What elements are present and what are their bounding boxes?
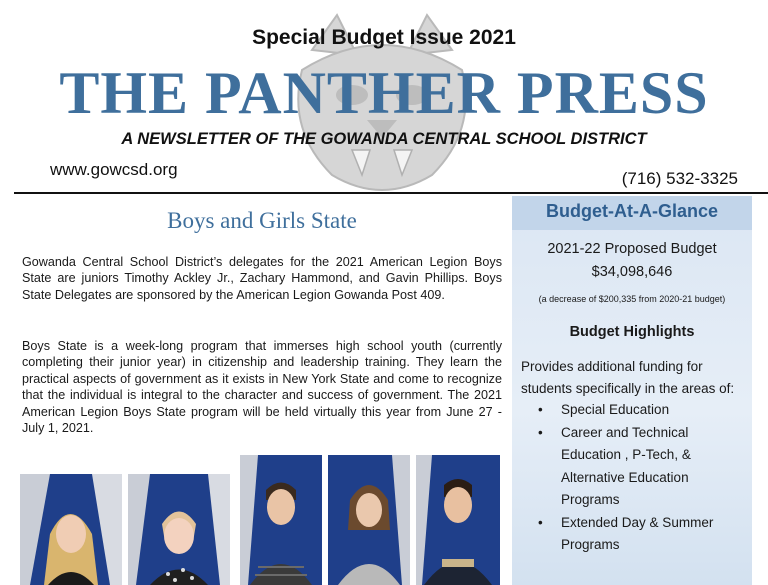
highlights-intro: Provides additional funding for students specifically in the areas of: (521, 359, 735, 396)
budget-amount: $34,098,646 (591, 264, 673, 280)
article-title: Boys and Girls State (167, 208, 357, 233)
budget-label: 2021-22 Proposed Budget (547, 241, 717, 257)
bullet-icon: • (538, 424, 543, 440)
list-item-label: Special Education (561, 402, 670, 417)
student-photo (128, 474, 230, 585)
bullet-icon: • (538, 514, 543, 530)
student-photo (328, 455, 410, 585)
budget-sidebar (512, 196, 752, 585)
article-paragraph: Gowanda Central School District’s delegates for the 2021 American Legion Boys State are juniors Timothy Ackley Jr., Zachary Hammond, and Gavin Phillips. Boys State Delegates are sponsored by the American Legion Gowanda Post 409. (22, 255, 502, 302)
list-item (521, 512, 749, 557)
website-link[interactable]: www.gowcsd.org (50, 160, 178, 179)
highlights-list (521, 399, 749, 557)
newsletter-subtitle: A NEWSLETTER OF THE GOWANDA CENTRAL SCHOOL DISTRICT (121, 130, 647, 148)
highlights-heading: Budget Highlights (569, 324, 695, 340)
article-paragraph: Boys State is a week-long program that immerses high school youth (currently completing their junior year) in citizenship and leadership training. They learn the practical aspects of government as it exists in New York State and come to recognize that the individual is integral to the character and success of government. The 2021 American Legion Boys State program will be held virtually this year from June 27 - July 1, 2021. (22, 339, 502, 436)
student-photo (416, 455, 500, 585)
bullet-icon: • (538, 402, 543, 417)
student-photo (240, 455, 322, 585)
list-item (521, 422, 749, 512)
sidebar-title: Budget-At-A-Glance (546, 201, 718, 221)
newsletter-title: THE PANTHER PRESS (59, 60, 709, 126)
student-photo (20, 474, 122, 585)
list-item-label: Extended Day & Summer Programs (561, 514, 714, 552)
budget-note: (a decrease of $200,335 from 2020-21 budget) (538, 294, 726, 304)
list-item-label: Career and Technical Education , P-Tech, & Alternative Education Programs (561, 424, 691, 507)
issue-label: Special Budget Issue 2021 (252, 26, 516, 49)
masthead-divider (14, 192, 768, 194)
phone-number: (716) 532-3325 (621, 169, 738, 188)
list-item (521, 399, 749, 422)
